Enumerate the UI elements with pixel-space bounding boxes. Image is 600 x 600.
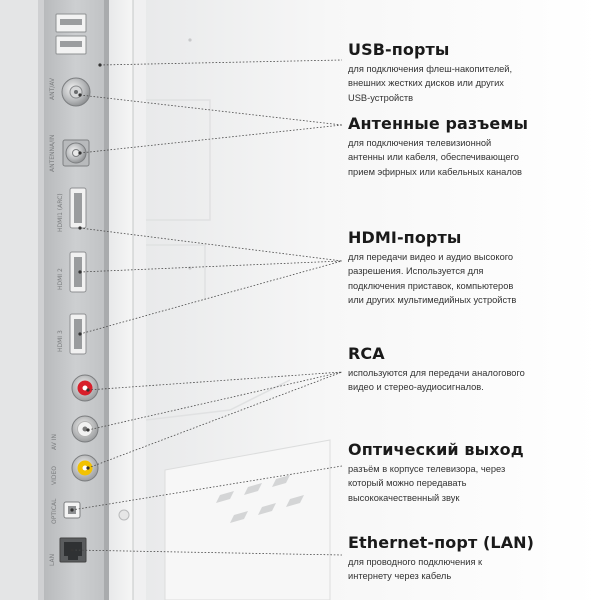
desc-line: прием эфирных или кабельных каналов [348, 166, 522, 177]
screw [119, 510, 129, 520]
callout-title: HDMI-порты [348, 228, 462, 247]
label-hdmi3: HDMI 3 [57, 330, 64, 352]
screw-dot [188, 266, 191, 269]
screw-dot [188, 38, 191, 41]
desc-line: интернету через кабель [348, 571, 452, 582]
bezel [109, 0, 133, 600]
label-antenna-top: ANT/AV [49, 77, 56, 100]
callout-hdmi [348, 228, 593, 307]
antenna-connector-top [62, 78, 90, 106]
label-av-in: AV IN [51, 434, 58, 450]
desc-line: внешних жестких дисков или других [348, 78, 504, 89]
desc-line: который можно передавать [348, 478, 467, 489]
hdmi-port-1 [70, 188, 86, 228]
callout-title: Антенные разъемы [348, 114, 529, 133]
callout-lan [348, 533, 593, 584]
callout-description [348, 62, 593, 105]
label-hdmi1: HDMI1 (ARC) [57, 193, 64, 232]
label-hdmi2: HDMI 2 [57, 268, 64, 290]
desc-line: для подключения телевизионной [348, 138, 492, 148]
desc-line: видео и стерео-аудиосигналов. [348, 382, 484, 393]
callout-antenna [348, 114, 593, 179]
desc-line: разрешения. Используется для [348, 266, 484, 277]
rca-jack-white [72, 416, 98, 442]
callout-description [348, 136, 593, 179]
antenna-connector-bottom [63, 140, 89, 166]
cabinet-edge [38, 0, 44, 600]
callout-description [348, 462, 593, 505]
desc-line: или других мультимедийных устройств [348, 294, 517, 305]
callout-title: Оптический выход [348, 440, 524, 459]
desc-line: антенны или кабеля, обеспечивающего [348, 152, 519, 163]
callout-description [348, 250, 593, 307]
callout-usb [348, 40, 593, 105]
label-optical: OPTICAL [51, 498, 58, 524]
callout-rca [348, 344, 593, 395]
callout-description [348, 555, 593, 584]
hdmi-port-3 [70, 314, 86, 354]
bezel-inner [134, 0, 146, 600]
callout-optical [348, 440, 593, 505]
desc-line: разъём в корпусе телевизора, через [348, 464, 506, 474]
callout-title: USB-порты [348, 40, 450, 59]
desc-line: для передачи видео и аудио высокого [348, 252, 514, 262]
label-video: VIDEO [51, 465, 58, 485]
cabinet-left [0, 0, 42, 600]
callout-title: RCA [348, 344, 385, 363]
desc-line: используются для передачи аналогового [348, 368, 525, 378]
desc-line: USB-устройств [348, 92, 414, 103]
desc-line: для проводного подключения к [348, 557, 483, 567]
callout-title: Ethernet-порт (LAN) [348, 533, 535, 552]
desc-line: для подключения флеш-накопителей, [348, 64, 513, 74]
desc-line: высококачественный звук [348, 492, 460, 503]
rca-jack-yellow [72, 455, 98, 481]
label-antenna-bottom: ANTENNA/IN [49, 134, 56, 172]
callout-description [348, 366, 593, 395]
rca-jack-red [72, 375, 98, 401]
desc-line: подключения приставок, компьютеров [348, 280, 514, 291]
panel-edge [104, 0, 109, 600]
label-lan: LAN [49, 553, 56, 566]
